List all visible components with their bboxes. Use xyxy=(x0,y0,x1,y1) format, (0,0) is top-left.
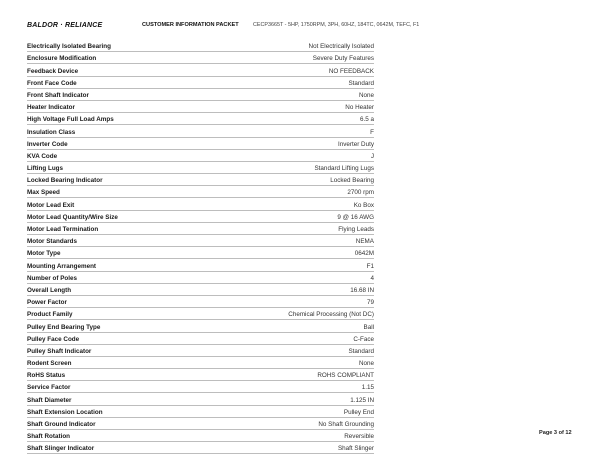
spec-label: RoHS Status xyxy=(27,372,66,380)
spec-label: Inverter Code xyxy=(27,140,68,148)
spec-label: Overall Length xyxy=(27,286,72,294)
spec-label: Lifting Lugs xyxy=(27,165,64,173)
spec-row xyxy=(27,40,374,52)
spec-row xyxy=(27,345,374,357)
page-header xyxy=(27,19,587,31)
spec-label: Enclosure Modification xyxy=(27,55,97,63)
spec-row xyxy=(27,52,374,64)
spec-row xyxy=(27,406,374,418)
spec-value: Severe Duty Features xyxy=(312,55,374,63)
spec-value: Chemical Processing (Not DC) xyxy=(288,311,374,319)
spec-label: Service Factor xyxy=(27,384,71,392)
spec-label: Motor Standards xyxy=(27,238,78,246)
spec-value: 2700 rpm xyxy=(347,189,374,197)
spec-value: F1 xyxy=(366,262,374,270)
spec-value: 1.125 IN xyxy=(350,396,374,404)
spec-row xyxy=(27,259,374,271)
spec-label: KVA Code xyxy=(27,152,58,160)
spec-value: Ko Box xyxy=(353,201,374,209)
spec-value: 9 @ 16 AWG xyxy=(337,213,374,221)
spec-value: No Shaft Grounding xyxy=(318,421,374,428)
spec-value: None xyxy=(358,360,374,368)
spec-row xyxy=(27,235,374,247)
spec-value: Standard xyxy=(348,79,374,87)
spec-label: Pulley End Bearing Type xyxy=(27,323,101,331)
spec-row xyxy=(27,64,374,76)
spec-row xyxy=(27,320,374,332)
spec-label: Motor Lead Quantity/Wire Size xyxy=(27,213,118,221)
spec-label: Shaft Rotation xyxy=(27,433,71,441)
packet-title: CUSTOMER INFORMATION PACKET xyxy=(142,22,239,28)
spec-row xyxy=(27,89,374,101)
spec-value: Inverter Duty xyxy=(337,140,374,148)
spec-row xyxy=(27,125,374,137)
spec-label: Motor Type xyxy=(27,250,61,258)
spec-row xyxy=(27,284,374,296)
spec-value: Not Electrically Isolated xyxy=(308,43,374,51)
spec-row xyxy=(27,418,374,430)
spec-label: Rodent Screen xyxy=(27,360,72,368)
spec-value: Pulley End xyxy=(343,408,374,416)
spec-row xyxy=(27,162,374,174)
spec-label: Heater Indicator xyxy=(27,104,75,112)
spec-label: Shaft Ground Indicator xyxy=(27,421,96,428)
spec-value: 79 xyxy=(366,299,374,307)
spec-label: Motor Lead Exit xyxy=(27,201,75,209)
spec-value: F xyxy=(370,128,374,136)
spec-row xyxy=(27,296,374,308)
spec-table xyxy=(27,40,374,454)
spec-label: Locked Bearing Indicator xyxy=(27,177,103,185)
spec-value: None xyxy=(358,91,374,99)
spec-row xyxy=(27,77,374,89)
spec-row xyxy=(27,272,374,284)
spec-label: Number of Poles xyxy=(27,274,78,282)
spec-row xyxy=(27,138,374,150)
spec-label: Pulley Face Code xyxy=(27,335,80,343)
spec-label: Mounting Arrangement xyxy=(27,262,97,270)
spec-row xyxy=(27,101,374,113)
spec-value: NEMA xyxy=(355,238,374,246)
spec-label: Front Face Code xyxy=(27,79,77,87)
spec-row xyxy=(27,430,374,442)
spec-label: Electrically Isolated Bearing xyxy=(27,43,111,51)
spec-label: Motor Lead Termination xyxy=(27,226,99,233)
spec-value: Standard Lifting Lugs xyxy=(314,165,374,173)
spec-label: Product Family xyxy=(27,311,73,319)
spec-value: Shaft Slinger xyxy=(337,445,374,453)
spec-row xyxy=(27,113,374,125)
spec-value: Standard xyxy=(348,347,374,355)
spec-value: Reversible xyxy=(344,433,374,441)
spec-row xyxy=(27,198,374,210)
spec-row xyxy=(27,442,374,454)
spec-label: Front Shaft Indicator xyxy=(27,91,89,99)
spec-label: Shaft Slinger Indicator xyxy=(27,445,95,453)
spec-row xyxy=(27,150,374,162)
spec-label: Max Speed xyxy=(27,189,60,197)
spec-value: Flying Leads xyxy=(338,226,374,233)
spec-row xyxy=(27,369,374,381)
spec-value: 0642M xyxy=(354,250,374,258)
spec-label: Feedback Device xyxy=(27,67,79,75)
spec-row xyxy=(27,393,374,405)
page-number: Page 3 of 12 xyxy=(539,430,572,436)
brand-logo: BALDOR · RELIANCE xyxy=(27,21,103,29)
spec-value: 1.15 xyxy=(361,384,374,392)
spec-value: 6.5 a xyxy=(359,116,374,124)
spec-label: Pulley Shaft Indicator xyxy=(27,347,92,355)
spec-value: 4 xyxy=(370,274,374,282)
spec-row xyxy=(27,357,374,369)
spec-value: Ball xyxy=(363,323,374,331)
spec-label: Insulation Class xyxy=(27,128,76,136)
spec-row xyxy=(27,381,374,393)
product-description: CECP3665T - 5HP, 1750RPM, 3PH, 60HZ, 184TC, 0642M, TEFC, F1 xyxy=(253,22,420,28)
spec-label: Power Factor xyxy=(27,299,67,307)
spec-value: Locked Bearing xyxy=(330,177,374,185)
spec-row xyxy=(27,211,374,223)
spec-label: Shaft Diameter xyxy=(27,396,72,404)
spec-value: No Heater xyxy=(345,104,374,112)
spec-value: J xyxy=(370,152,374,160)
spec-row xyxy=(27,223,374,235)
spec-value: C-Face xyxy=(353,335,374,343)
spec-value: NO FEEDBACK xyxy=(328,67,374,75)
spec-row xyxy=(27,174,374,186)
spec-label: Shaft Extension Location xyxy=(27,408,103,416)
spec-row xyxy=(27,308,374,320)
spec-label: High Voltage Full Load Amps xyxy=(27,116,114,124)
spec-row xyxy=(27,247,374,259)
spec-row xyxy=(27,186,374,198)
spec-value: 16.68 IN xyxy=(350,286,374,294)
spec-row xyxy=(27,333,374,345)
spec-value: ROHS COMPLIANT xyxy=(317,372,374,380)
